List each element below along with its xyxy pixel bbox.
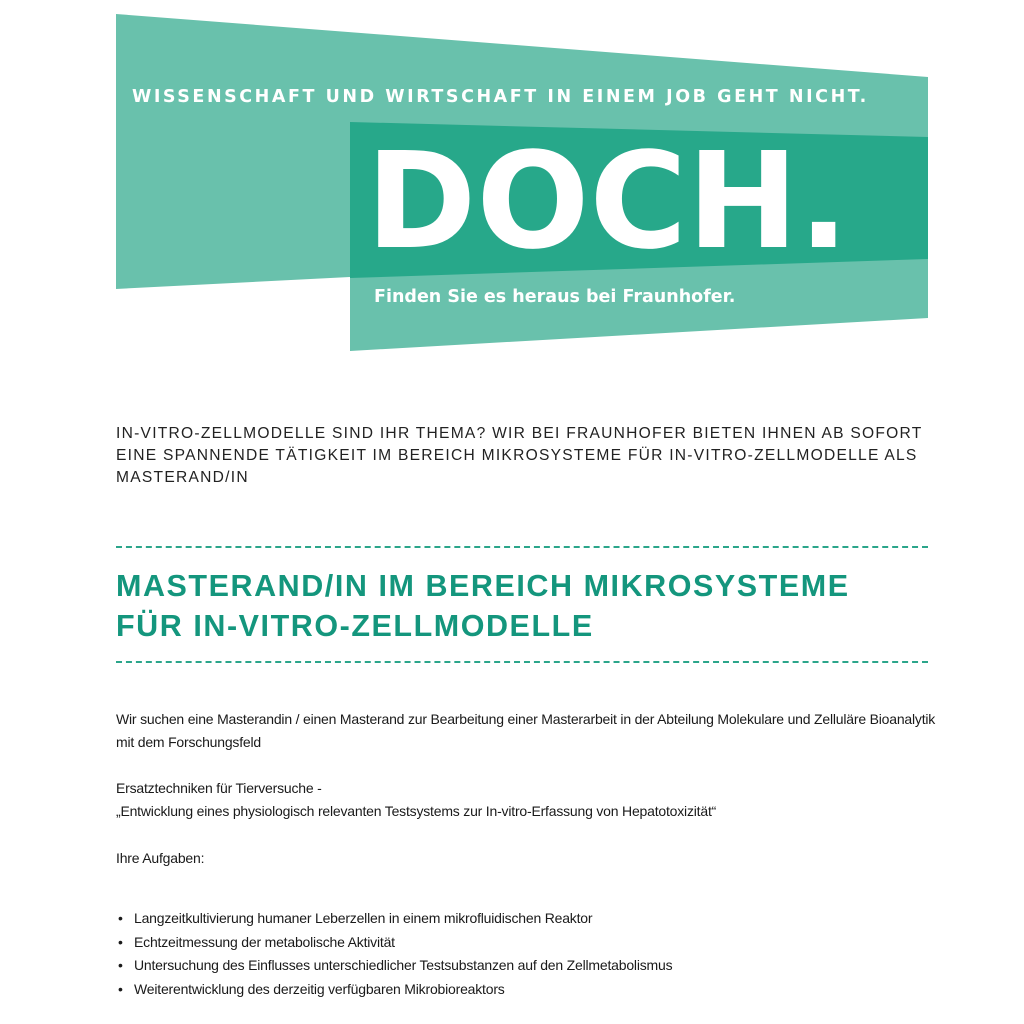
- research-topic-line-2: „Entwicklung eines physiologisch relevanten Testsystems zur In-vitro-Erfassung von Hepatotoxizität“: [116, 803, 717, 819]
- job-title-line-2: FÜR IN-VITRO-ZELLMODELLE: [116, 609, 594, 643]
- list-item: [118, 978, 672, 1002]
- intro-text: IN-VITRO-ZELLMODELLE SIND IHR THEMA? WIR BEI FRAUNHOFER BIETEN IHNEN AB SOFORT EINE SPANNENDE TÄTIGKEIT IM BEREICH MIKROSYSTEME FÜR IN-VITRO-ZELLMODELLE ALS MASTERAND/IN: [116, 425, 923, 486]
- dashed-divider-top: [116, 546, 928, 548]
- banner-headline: DOCH.: [366, 125, 849, 279]
- tasks-heading: Ihre Aufgaben:: [116, 850, 205, 866]
- bullet-icon: •: [118, 980, 123, 997]
- task-text: Weiterentwicklung des derzeitig verfügbaren Mikrobioreaktors: [134, 980, 505, 997]
- task-text: Langzeitkultivierung humaner Leberzellen in einem mikrofluidischen Reaktor: [134, 910, 593, 926]
- bullet-icon: •: [118, 933, 123, 950]
- task-text: Echtzeitmessung der metabolische Aktivität: [134, 933, 395, 950]
- list-item: [118, 954, 672, 978]
- list-item: [118, 907, 672, 931]
- research-topic-line-1: Ersatztechniken für Tierversuche -: [116, 780, 322, 796]
- job-title: [116, 566, 928, 646]
- hero-banner: [0, 0, 1024, 360]
- bullet-icon: •: [118, 910, 123, 926]
- banner-subline: Finden Sie es heraus bei Fraunhofer.: [374, 287, 736, 307]
- tasks-list: [118, 907, 672, 1001]
- task-text: Untersuchung des Einflusses unterschiedlicher Testsubstanzen auf den Zellmetabolismus: [134, 957, 673, 973]
- job-title-line-1: MASTERAND/IN IM BEREICH MIKROSYSTEME: [116, 569, 850, 603]
- bullet-icon: •: [118, 957, 123, 973]
- banner-tagline: WISSENSCHAFT UND WIRTSCHAFT IN EINEM JOB GEHT NICHT.: [132, 87, 869, 107]
- research-topic: [116, 777, 946, 823]
- description-paragraph: Wir suchen eine Masterandin / einen Masterand zur Bearbeitung einer Masterarbeit in der Abteilung Molekulare und Zelluläre Bioanalytik mit dem Forschungsfeld: [116, 711, 936, 750]
- list-item: [118, 931, 672, 955]
- dashed-divider-bottom: [116, 661, 928, 663]
